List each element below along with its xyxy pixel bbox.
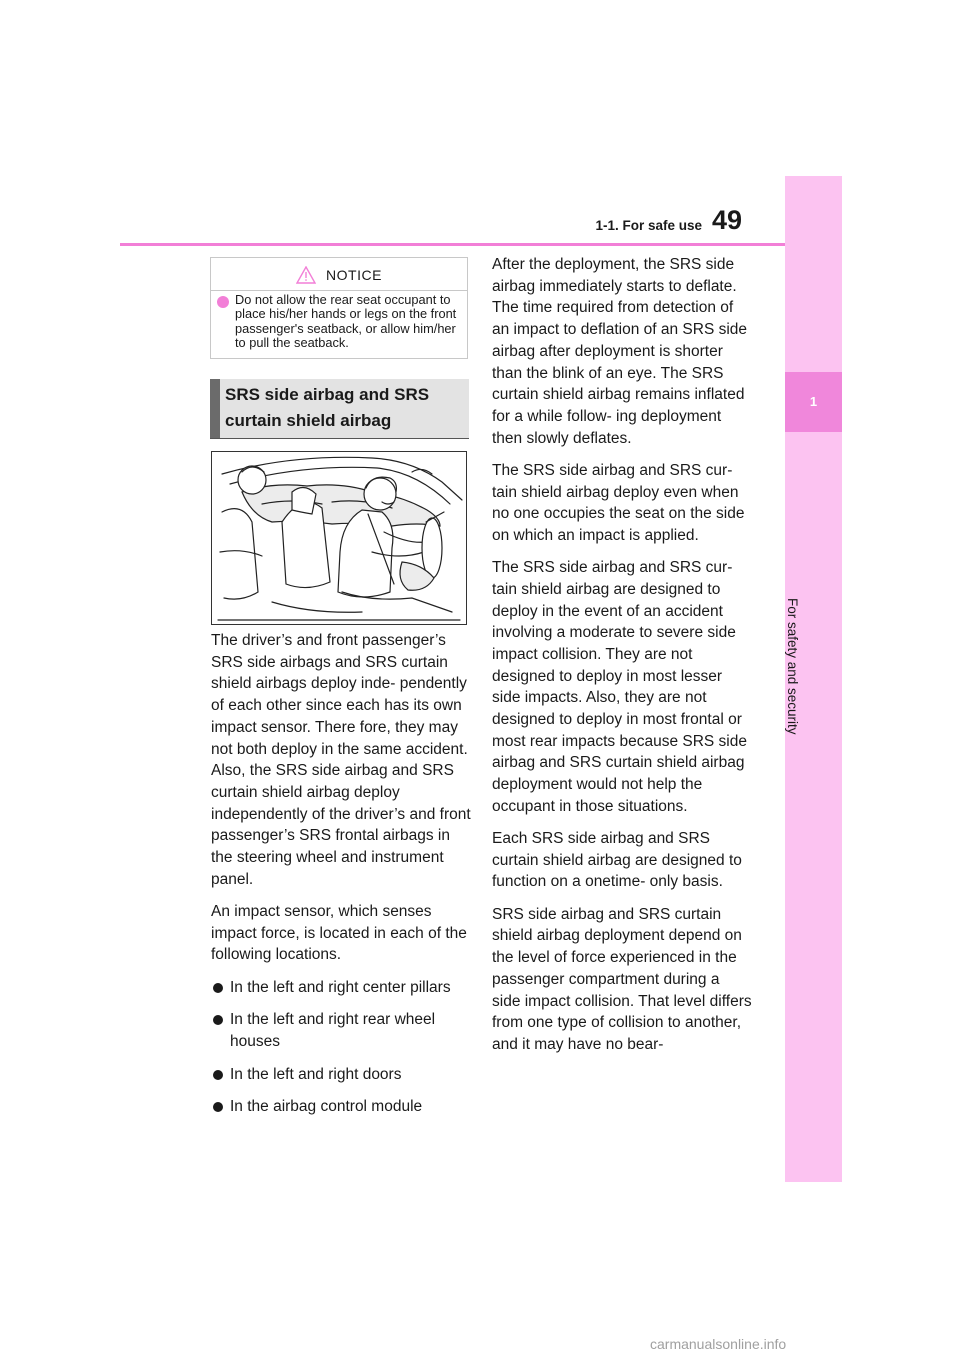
body-paragraph: Each SRS side airbag and SRS curtain shield airbag are designed to function on a onetime- only basis. <box>492 830 742 891</box>
notice-text: Do not allow the rear seat occupant to place his/her hands or legs on the front passenger's seatback, or allow him/her to pull the seatback. <box>235 292 457 350</box>
list-item: In the left and right rear wheel houses <box>211 1009 471 1052</box>
section-heading-text: SRS side airbag and SRS curtain shield airbag <box>225 385 430 430</box>
notice-box <box>210 257 468 359</box>
chapter-number-tab[interactable]: 1 <box>785 372 842 432</box>
airbag-illustration-drawing <box>212 452 466 624</box>
warning-triangle-icon <box>296 266 316 284</box>
left-text-column <box>211 630 471 1129</box>
header-rule <box>120 243 785 246</box>
right-text-column <box>492 254 752 1066</box>
list-item: In the left and right doors <box>211 1064 471 1086</box>
impact-sensor-locations-list <box>211 977 471 1119</box>
body-paragraph: An impact sensor, which senses impact force, is located in each of the following locations. <box>211 902 467 964</box>
notice-title: NOTICE <box>326 267 382 283</box>
bullet-dot-icon <box>217 296 229 308</box>
watermark: carmanualsonline.info <box>650 1336 787 1352</box>
body-paragraph: SRS side airbag and SRS curtain shield airbag deployment depend on the level of force experienced in the passenger compartment during a side impact collision. That level differs from one type of collision to another, and it may have no bear- <box>492 905 752 1053</box>
notice-item <box>211 293 467 350</box>
page-number: 49 <box>712 205 743 235</box>
side-curtain-airbag-deployment-illustration <box>211 451 467 625</box>
notice-divider <box>211 290 467 291</box>
section-heading <box>210 379 469 439</box>
body-paragraph: The driver’s and front passenger’s SRS side airbags and SRS curtain shield airbags deploy inde- pendently of each other since each has its own impact sensor. There fore, they may not both deploy in the same accident. Also, the SRS side airbag and SRS curtain shield airbag deploy independently of the driver’s and front passenger’s SRS frontal airbags in the steering wheel and instrument panel. <box>211 632 471 888</box>
notice-header <box>211 260 467 290</box>
body-paragraph: After the deployment, the SRS side airbag immediately starts to deflate. The time required from detection of an impact to deflation of an SRS side airbag after deployment is shorter than the blink of an eye. The SRS curtain shield airbag remains inflated for a while follow- ing deployment then slowly deflates. <box>492 256 748 447</box>
list-item: In the left and right center pillars <box>211 977 471 999</box>
body-paragraph: The SRS side airbag and SRS cur- tain shield airbag deploy even when no one occupies the seat on the side on which an impact is applied. <box>492 461 745 544</box>
chapter-title-label: For safety and security <box>785 598 800 735</box>
list-item: In the airbag control module <box>211 1096 471 1118</box>
running-header: 1-1. For safe use <box>595 218 702 233</box>
body-paragraph: The SRS side airbag and SRS cur- tain shield airbag are designed to deploy in the event of an accident involving a moderate to severe side impact collision. They are not designed to deploy in most lesser side impacts. Also, they are not designed to deploy in most frontal or most rear impacts because SRS side airbag and SRS curtain shield airbag deployment would not help the occupant in those situations. <box>492 559 747 815</box>
section-heading-bar <box>210 379 220 438</box>
